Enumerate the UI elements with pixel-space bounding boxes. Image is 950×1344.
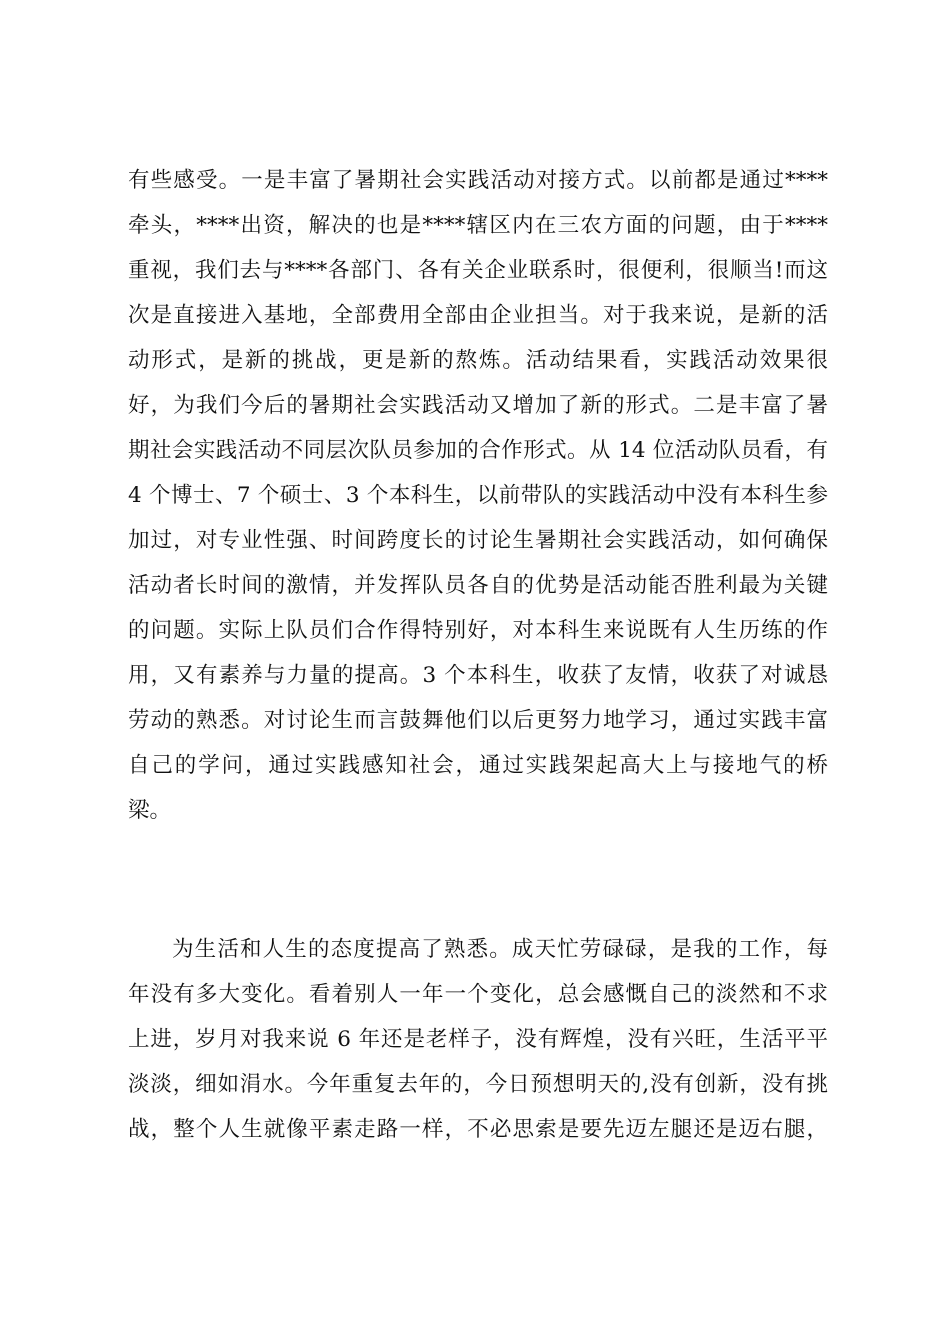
paragraph-line: 自己的学问，通过实践感知社会，通过实践架起高大上与接地气的桥 bbox=[128, 753, 828, 778]
paragraph-line: 期社会实践活动不同层次队员参加的合作形式。从 14 位活动队员看，有 bbox=[128, 438, 828, 463]
paragraph-line: 梁。 bbox=[128, 798, 172, 823]
paragraph-line: 动形式，是新的挑战，更是新的熬炼。活动结果看，实践活动效果很 bbox=[128, 348, 828, 373]
paragraph-line: 重视，我们去与****各部门、各有关企业联系时，很便利，很顺当!而这 bbox=[128, 258, 828, 283]
paragraph-line: 战，整个人生就像平素走路一样，不必思索是要先迈左腿还是迈右腿， bbox=[128, 1117, 828, 1142]
paragraph-line: 为生活和人生的态度提高了熟悉。成天忙劳碌碌，是我的工作，每 bbox=[172, 937, 828, 962]
paragraph-line: 活动者长时间的激情，并发挥队员各自的优势是活动能否胜利最为关键 bbox=[128, 573, 828, 598]
paragraph-line: 加过，对专业性强、时间跨度长的讨论生暑期社会实践活动，如何确保 bbox=[128, 528, 828, 553]
paragraph-line: 次是直接进入基地，全部费用全部由企业担当。对于我来说，是新的活 bbox=[128, 303, 828, 328]
paragraph-line: 牵头，****出资，解决的也是****辖区内在三农方面的问题，由于**** bbox=[128, 213, 828, 238]
paragraph-line: 上进，岁月对我来说 6 年还是老样子，没有辉煌，没有兴旺，生活平平 bbox=[128, 1027, 828, 1052]
paragraph-line: 淡淡，细如涓水。今年重复去年的，今日预想明天的,没有创新，没有挑 bbox=[128, 1072, 828, 1097]
paragraph-line: 4 个博士、7 个硕士、3 个本科生，以前带队的实践活动中没有本科生参 bbox=[128, 483, 828, 508]
paragraph-line: 有些感受。一是丰富了暑期社会实践活动对接方式。以前都是通过**** bbox=[128, 168, 828, 193]
paragraph-2 bbox=[128, 927, 828, 1152]
paragraph-1 bbox=[128, 158, 828, 833]
paragraph-line: 用，又有素养与力量的提高。3 个本科生，收获了友情，收获了对诚恳 bbox=[128, 663, 828, 688]
paragraph-line: 好，为我们今后的暑期社会实践活动又增加了新的形式。二是丰富了暑 bbox=[128, 393, 828, 418]
paragraph-line: 劳动的熟悉。对讨论生而言鼓舞他们以后更努力地学习，通过实践丰富 bbox=[128, 708, 828, 733]
paragraph-line: 的问题。实际上队员们合作得特别好，对本科生来说既有人生历练的作 bbox=[128, 618, 828, 643]
paragraph-line: 年没有多大变化。看着别人一年一个变化，总会感慨自己的淡然和不求 bbox=[128, 982, 828, 1007]
